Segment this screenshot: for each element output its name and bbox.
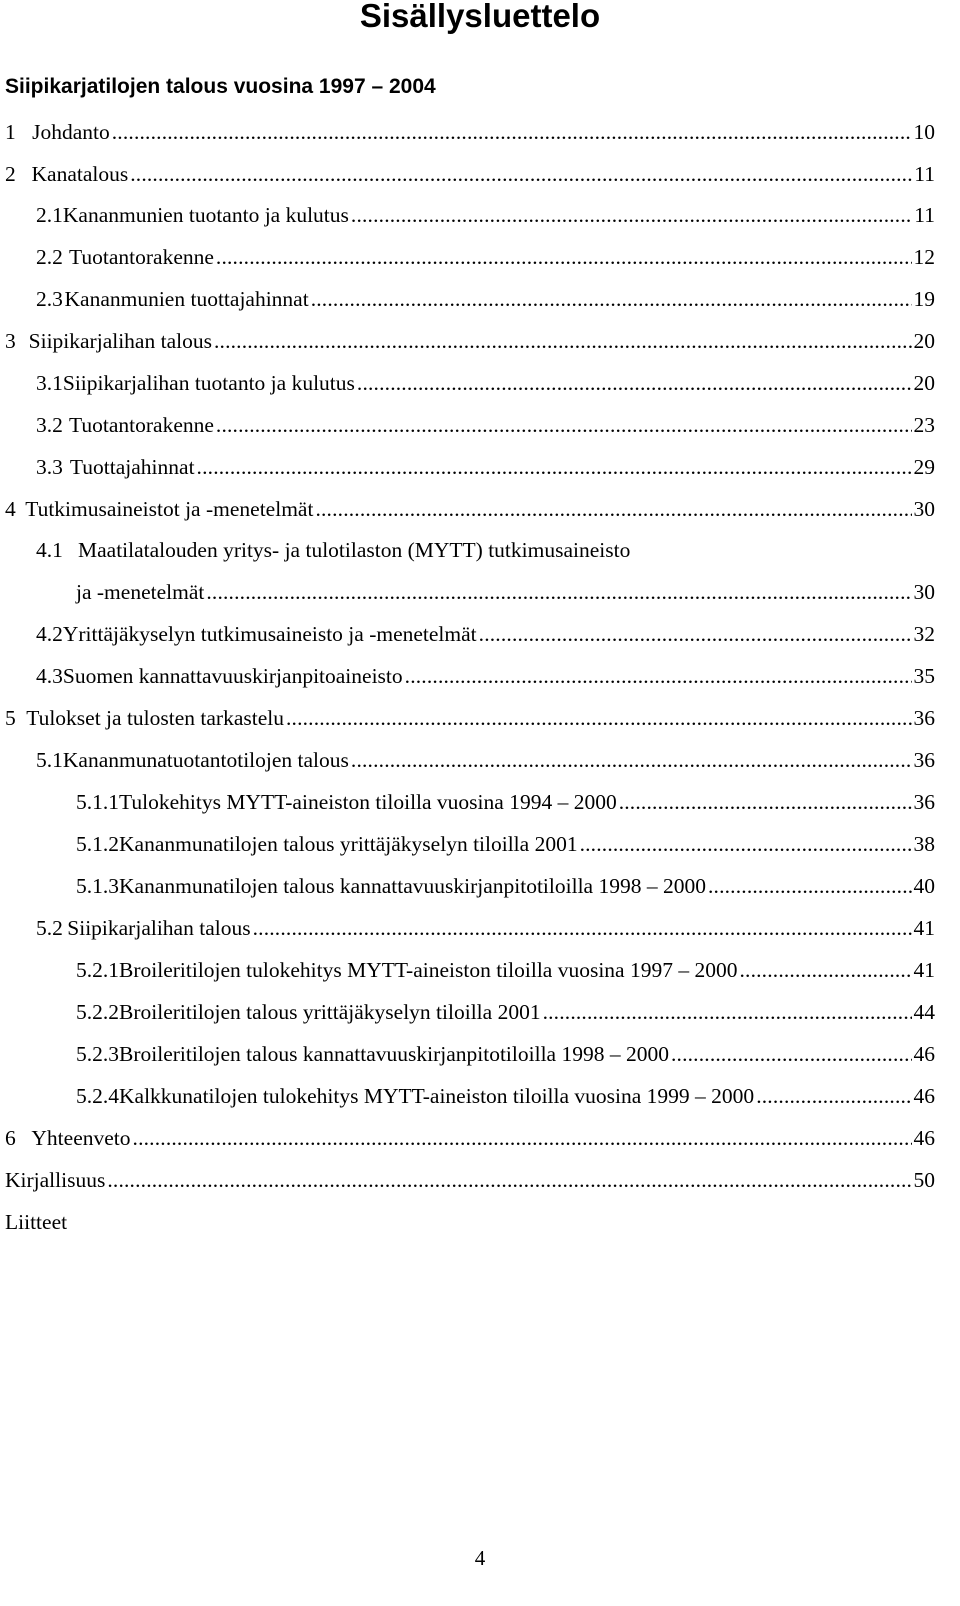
toc-entry[interactable] xyxy=(36,200,935,230)
page-title: Sisällysluettelo xyxy=(359,0,601,34)
toc-entry[interactable] xyxy=(36,410,935,440)
toc-entry-number: 5.1.3 xyxy=(76,874,119,898)
toc-entry-page: 35 xyxy=(913,664,935,688)
toc-entry[interactable] xyxy=(5,159,935,189)
dot-leader xyxy=(130,159,912,189)
toc-entry[interactable] xyxy=(36,745,935,775)
toc-entry-number: 5.2.3 xyxy=(76,1042,119,1066)
dot-leader xyxy=(357,368,912,398)
toc-entry-number: 5.1 xyxy=(36,748,63,772)
toc-entry[interactable] xyxy=(76,1081,935,1111)
toc-entry-title: Suomen kannattavuuskirjanpitoaineisto xyxy=(62,664,403,688)
toc-entry-number: 5.2.2 xyxy=(76,1000,119,1024)
toc-entry-number: 4.3 xyxy=(36,664,63,688)
dot-leader xyxy=(214,326,912,356)
toc-entry-title: Liitteet xyxy=(5,1210,68,1234)
toc-entry-number: 5.2.4 xyxy=(76,1084,119,1108)
toc-entry-title: Tuottajahinnat xyxy=(69,455,195,479)
toc-entry-page: 19 xyxy=(913,287,935,311)
toc-entry-number: 5.2.1 xyxy=(76,958,119,982)
dot-leader xyxy=(619,787,912,817)
page-number: 4 xyxy=(474,1546,486,1570)
toc-entry-page: 11 xyxy=(914,203,935,227)
toc-entry-number: 3.2 xyxy=(36,413,63,437)
toc-entry[interactable] xyxy=(36,661,935,691)
toc-entry-title: Tuotantorakenne xyxy=(69,413,214,437)
toc-entry-number: 1 xyxy=(5,120,16,144)
toc-entry-title: Kirjallisuus xyxy=(5,1168,106,1192)
toc-entry-title: Yrittäjäkyselyn tutkimusaineisto ja -menetelmät xyxy=(62,622,477,646)
toc-entry[interactable] xyxy=(36,913,935,943)
toc-entry[interactable] xyxy=(76,829,935,859)
dot-leader xyxy=(543,997,912,1027)
toc-entry-page: 46 xyxy=(913,1126,935,1150)
toc-entry-number: 2.3 xyxy=(36,287,63,311)
toc-entry-page: 40 xyxy=(913,874,935,898)
dot-leader xyxy=(405,661,912,691)
toc-entry-page: 30 xyxy=(913,497,935,521)
toc-entry-page: 29 xyxy=(913,455,935,479)
toc-entry-number: 5.1.2 xyxy=(76,832,119,856)
toc-entry-number: 2.1 xyxy=(36,203,63,227)
toc-entry-page: 11 xyxy=(914,162,935,186)
dot-leader xyxy=(112,117,912,147)
document-subtitle: Siipikarjatilojen talous vuosina 1997 – 2004 xyxy=(5,75,436,98)
toc-entry-title: Kananmunien tuottajahinnat xyxy=(64,287,309,311)
toc-entry-number: 5 xyxy=(5,706,16,730)
toc-entry-page: 30 xyxy=(913,580,935,604)
dot-leader xyxy=(671,1039,912,1069)
toc-entry[interactable] xyxy=(5,1123,935,1153)
toc-entry-page: 36 xyxy=(913,706,935,730)
toc-entry-number: 3.1 xyxy=(36,371,63,395)
toc-entry[interactable] xyxy=(36,619,935,649)
toc-entry-title: Kananmunatilojen talous yrittäjäkyselyn tiloilla 2001 xyxy=(119,832,578,856)
toc-entry-title: Tuotantorakenne xyxy=(69,245,214,269)
toc-entry[interactable] xyxy=(5,1207,935,1237)
toc-entry-title: Yhteenveto xyxy=(31,1126,131,1150)
dot-leader xyxy=(351,200,912,230)
dot-leader xyxy=(739,955,911,985)
toc-entry[interactable] xyxy=(76,871,935,901)
dot-leader xyxy=(351,745,912,775)
toc-entry-title: Broileritilojen talous yrittäjäkyselyn tiloilla 2001 xyxy=(119,1000,541,1024)
dot-leader xyxy=(286,703,912,733)
toc-entry-title: Siipikarjalihan tuotanto ja kulutus xyxy=(62,371,355,395)
dot-leader xyxy=(216,410,912,440)
dot-leader xyxy=(580,829,912,859)
dot-leader xyxy=(107,1165,911,1195)
toc-entry-page: 20 xyxy=(913,371,935,395)
toc-entry-page: 32 xyxy=(913,622,935,646)
toc-entry-title: Tulokehitys MYTT-aineiston tiloilla vuosina 1994 – 2000 xyxy=(119,790,617,814)
toc-entry[interactable] xyxy=(5,1165,935,1195)
dot-leader xyxy=(197,452,912,482)
toc-entry[interactable] xyxy=(76,787,935,817)
toc-entry-page: 20 xyxy=(913,329,935,353)
toc-entry-title: Kananmunatuotantotilojen talous xyxy=(62,748,349,772)
toc-entry-number: 2 xyxy=(5,162,16,186)
toc-entry-title: Tulokset ja tulosten tarkastelu xyxy=(26,706,284,730)
toc-entry-title: Kananmunatilojen talous kannattavuuskirjanpitotiloilla 1998 – 2000 xyxy=(119,874,706,898)
dot-leader xyxy=(479,619,912,649)
toc-entry-number: 5.1.1 xyxy=(76,790,119,814)
toc-entry-page: 41 xyxy=(913,958,935,982)
dot-leader xyxy=(206,577,911,607)
dot-leader xyxy=(315,494,911,524)
toc-entry-title: Siipikarjalihan talous xyxy=(28,329,212,353)
dot-leader xyxy=(708,871,912,901)
toc-entry-page: 12 xyxy=(913,245,935,269)
toc-entry-title: Broileritilojen talous kannattavuuskirjanpitotiloilla 1998 – 2000 xyxy=(119,1042,669,1066)
toc-entry-page: 41 xyxy=(913,916,935,940)
toc-entry-page: 44 xyxy=(913,1000,935,1024)
toc-entry[interactable] xyxy=(5,326,935,356)
dot-leader xyxy=(253,913,912,943)
dot-leader xyxy=(133,1123,912,1153)
dot-leader xyxy=(216,242,912,272)
toc-entry-title: Siipikarjalihan talous xyxy=(67,916,251,940)
toc-entry[interactable] xyxy=(76,955,935,985)
toc-entry-number: 6 xyxy=(5,1126,16,1150)
dot-leader xyxy=(311,284,912,314)
toc-entry[interactable] xyxy=(36,535,935,565)
toc-entry-number: 3 xyxy=(5,329,16,353)
toc-entry-page: 46 xyxy=(913,1042,935,1066)
toc-entry[interactable] xyxy=(36,452,935,482)
toc-entry[interactable] xyxy=(76,577,935,607)
toc-entry[interactable] xyxy=(36,242,935,272)
toc-entry[interactable] xyxy=(36,284,935,314)
toc-entry-title: Johdanto xyxy=(32,120,110,144)
toc-entry-title: Kanatalous xyxy=(31,162,129,186)
toc-entry[interactable] xyxy=(5,117,935,147)
toc-entry[interactable] xyxy=(36,368,935,398)
toc-entry-number: 4.1 xyxy=(36,538,63,562)
toc-entry-number: 3.3 xyxy=(36,455,63,479)
toc-entry-title: Kananmunien tuotanto ja kulutus xyxy=(62,203,349,227)
toc-entry-page: 23 xyxy=(913,413,935,437)
dot-leader xyxy=(756,1081,911,1111)
toc-entry-title: Maatilatalouden yritys- ja tulotilaston (MYTT) tutkimusaineisto xyxy=(78,538,631,562)
toc-entry[interactable] xyxy=(76,997,935,1027)
toc-entry-number: 2.2 xyxy=(36,245,63,269)
toc-entry[interactable] xyxy=(5,703,935,733)
toc-entry-page: 38 xyxy=(913,832,935,856)
toc-entry-page: 46 xyxy=(913,1084,935,1108)
toc-entry-page: 50 xyxy=(913,1168,935,1192)
toc-entry-title: Kalkkunatilojen tulokehitys MYTT-aineiston tiloilla vuosina 1999 – 2000 xyxy=(119,1084,755,1108)
toc-entry[interactable] xyxy=(5,494,935,524)
toc-entry-title: Tutkimusaineistot ja -menetelmät xyxy=(25,497,314,521)
toc-entry-title: ja -menetelmät xyxy=(76,580,205,604)
toc-entry-number: 5.2 xyxy=(36,916,63,940)
toc-entry-page: 36 xyxy=(913,790,935,814)
toc-entry-number: 4.2 xyxy=(36,622,63,646)
toc-entry-title: Broileritilojen tulokehitys MYTT-aineiston tiloilla vuosina 1997 – 2000 xyxy=(119,958,738,982)
toc-entry-page: 36 xyxy=(913,748,935,772)
toc-entry[interactable] xyxy=(76,1039,935,1069)
toc-entry-number: 4 xyxy=(5,497,16,521)
toc-entry-page: 10 xyxy=(913,120,935,144)
